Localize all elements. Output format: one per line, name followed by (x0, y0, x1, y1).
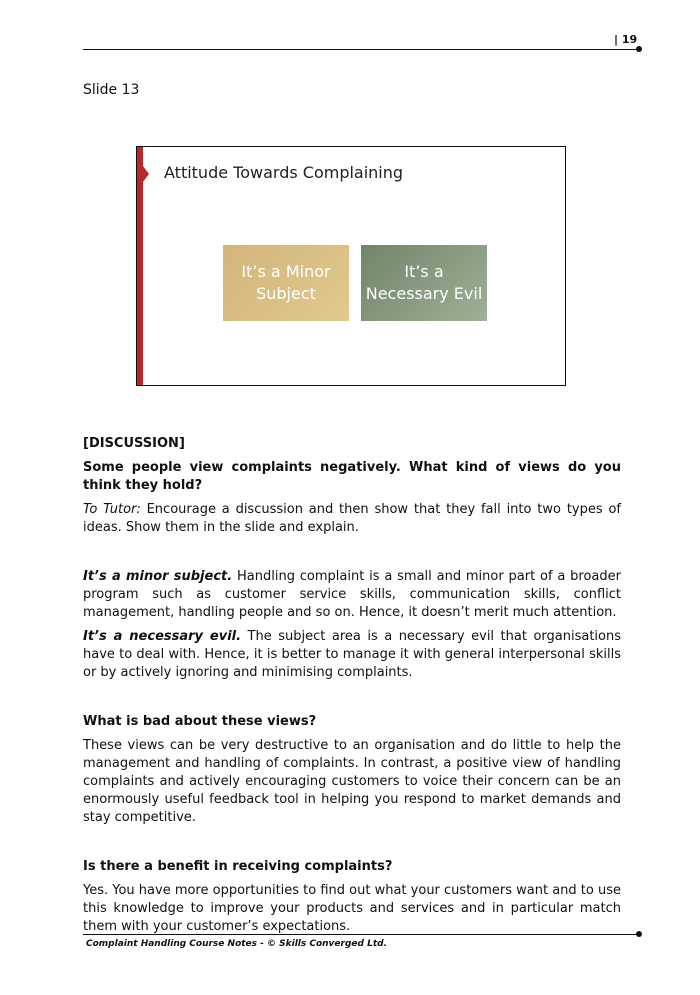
minor-subject-box: It’s a Minor Subject (223, 245, 349, 321)
evil-text: The subject area is a necessary evil that organisations have to deal with. Hence, it is better to manage it with general interpersonal skills or by actively ignoring and minimising complaints. (83, 629, 621, 680)
footer-text: Complaint Handling Course Notes - © Skills Converged Ltd. (86, 939, 387, 949)
necessary-evil-paragraph (83, 628, 621, 682)
tutor-note (83, 501, 621, 537)
slide-title: Attitude Towards Complaining (164, 163, 404, 182)
tutor-text: Encourage a discussion and then show that they fall into two types of ideas. Show them in the slide and explain. (83, 502, 621, 535)
minor-label: It’s a minor subject. (83, 569, 233, 584)
answer-benefit: Yes. You have more opportunities to find out what your customers want and to use this knowledge to improve your products and services and in particular match them with your customer’s expectations. (83, 883, 622, 934)
slide-arrow-icon (143, 166, 149, 182)
slide-accent-bar (137, 147, 143, 385)
minor-subject-paragraph (83, 568, 621, 622)
answer-bad-views: These views can be very destructive to an organisation and do little to help the management and handling of complaints. In contrast, a positive view of handling complaints and actively encouraging customers to voice their concern can be an enormously useful feedback tool in helping you respond to market demands and stay competitive. (83, 738, 621, 825)
evil-label: It’s a necessary evil. (83, 629, 242, 644)
question-negative-views: Some people view complaints negatively. What kind of views do you think they hold? (83, 460, 621, 493)
tutor-label: To Tutor: (83, 502, 141, 517)
question-benefit: Is there a benefit in receiving complaints? (83, 859, 393, 874)
footer-rule-dot (636, 931, 642, 937)
page-number: | 19 (614, 33, 638, 46)
minor-text: Handling complaint is a small and minor part of a broader program such as customer service skills, communication skills, conflict management, handling people and so on. Hence, it doesn’t merit much attention. (83, 569, 621, 620)
question-bad-views: What is bad about these views? (83, 714, 317, 729)
slide-label: Slide 13 (83, 82, 140, 98)
footer-rule (83, 934, 638, 935)
content-body (83, 435, 621, 936)
discussion-tag: [DISCUSSION] (83, 436, 185, 451)
header-rule-dot (636, 46, 642, 52)
header-rule (83, 49, 638, 50)
necessary-evil-box: It’s a Necessary Evil (361, 245, 487, 321)
slide-frame (136, 146, 566, 386)
